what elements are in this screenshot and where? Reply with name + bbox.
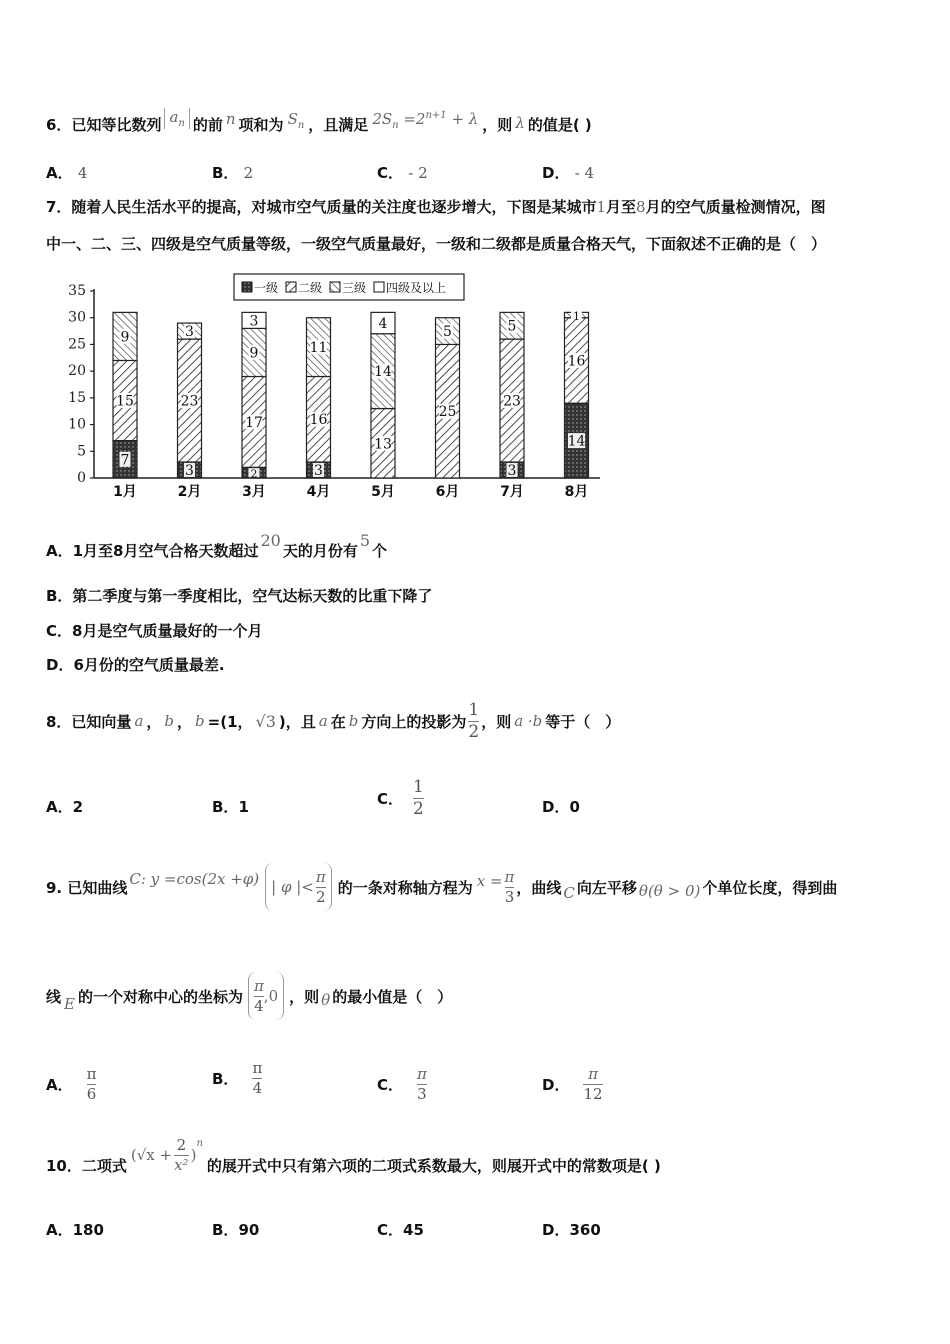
q10-option-d: D．360 xyxy=(542,1221,601,1239)
bar-value-label: 9 xyxy=(249,345,259,362)
q8-option-c: C． $\frac{1}{2}$ xyxy=(377,776,424,819)
bar-value-label: 3 xyxy=(314,462,323,479)
bar-value-label: 5 xyxy=(443,324,452,341)
question-7-stem-line1: 7．随着人民生活水平的提高，对城市空气质量的关注度也逐步增大，下图是某城市1月至8月的空气质量检测情况，图 xyxy=(46,198,826,216)
bar-value-label: 3 xyxy=(185,324,194,341)
bar-value-label: 15 xyxy=(116,393,134,410)
x-tick-label: 2月 xyxy=(177,484,202,500)
bar-value-label: 23 xyxy=(180,393,199,410)
bar-value-label: 3 xyxy=(185,462,194,479)
q10-option-c: C．45 xyxy=(377,1221,424,1239)
legend-swatch-level2 xyxy=(286,282,296,292)
q8-option-b: B．1 xyxy=(212,798,249,816)
legend-label-level3: 三级 xyxy=(342,281,367,295)
y-tick-label: 20 xyxy=(68,363,86,380)
question-10-stem: 10．二项式 (√x + $\frac{2}{\text{x²}}$ ) $^n$ 的展开式中只有第六项的二项式系数最大，则展开式中的常数项是( ) xyxy=(46,1136,661,1175)
question-9-stem-line2: 线 E 的一个对称中心的坐标为 $\frac{\pi}{4}$ ,0 ，则 θ 的最小值是（ ） xyxy=(46,966,452,1026)
y-tick-label: 35 xyxy=(68,283,86,299)
legend-label-level1: 一级 xyxy=(254,281,279,295)
y-tick-label: 10 xyxy=(68,416,86,433)
q9-option-b: B． $\frac{\pi}{4}$ xyxy=(212,1059,263,1097)
q7-option-c: C．8月是空气质量最好的一个月 xyxy=(46,622,263,640)
bar-value-label: 17 xyxy=(245,414,263,431)
bar-value-label: 14 xyxy=(567,433,586,450)
legend-label-level2: 二级 xyxy=(298,281,323,295)
bar-value-label: 4 xyxy=(378,316,388,333)
q6-option-b: B． 2 xyxy=(212,164,254,182)
q6-option-a: A． 4 xyxy=(46,164,88,182)
air-quality-chart xyxy=(60,266,610,512)
bar-value-label: 23 xyxy=(503,393,521,410)
bar-value-label: 7 xyxy=(120,452,130,469)
bar-value-label: 3 xyxy=(507,462,517,479)
x-tick-label: 6月 xyxy=(435,484,460,500)
bar-value-label: 3 xyxy=(249,313,259,330)
y-tick-label: 15 xyxy=(68,389,86,406)
q9-option-a: A． $\frac{\pi}{6}$ xyxy=(46,1065,97,1103)
question-8-stem: 8．已知向量 a ， b ， b =(1， √3 )，且 a 在 b 方向上的投影为 $\frac{1}{2}$ ，则 a ·b 等于（ ） xyxy=(46,699,621,742)
x-tick-label: 3月 xyxy=(242,484,266,500)
y-tick-label: 30 xyxy=(68,309,86,326)
x-tick-label: 7月 xyxy=(500,484,524,500)
q9-option-d: D． $\frac{\pi}{12}$ xyxy=(542,1065,603,1103)
question-9-stem-line1: 9. 已知曲线 C: y =cos(2x +φ) | φ |< $\frac{\pi}{2}$ 的一条对称轴方程为 x = $\frac{\pi}{3}$ ，曲线 C 向左平移 θ(θ > 0) 个单位长度，得到曲 xyxy=(46,856,837,918)
x-tick-label: 5月 xyxy=(371,484,395,500)
q8-option-d: D．0 xyxy=(542,798,580,816)
bar-value-label: 5 xyxy=(507,318,517,335)
legend-swatch-level4 xyxy=(374,282,384,292)
legend-swatch-level3 xyxy=(330,282,340,292)
x-tick-label: 1月 xyxy=(113,484,137,500)
y-tick-label: 25 xyxy=(68,336,86,353)
bar-value-label: 9 xyxy=(120,329,130,346)
q9-option-c: C． $\frac{\pi}{3}$ xyxy=(377,1065,427,1103)
q7-option-d: D．6月份的空气质量最差. xyxy=(46,656,225,674)
q6-option-d: D． - 4 xyxy=(542,164,595,182)
bar-value-label: 16 xyxy=(309,412,328,429)
bar-value-label: 2 xyxy=(250,467,258,481)
bar-value-label: 11 xyxy=(309,340,328,357)
q7-option-a: A．1月至8月空气合格天数超过20天的月份有5个 xyxy=(46,531,388,560)
q8-option-a: A．2 xyxy=(46,798,84,816)
question-7-stem-line2: 中一、二、三、四级是空气质量等级，一级空气质量最好，一级和二级都是质量合格天气，下面叙述不正确的是（ ） xyxy=(46,235,827,253)
bar-value-label: 25 xyxy=(438,404,457,421)
question-6-stem: 6．已知等比数列 $a_n$ 的前 n 项和为 $S_n$ ，且满足 $2S_n =2^{n+1} + \lambda$ ，则 λ 的值是( ) xyxy=(46,108,592,134)
legend-swatch-level1 xyxy=(242,282,252,292)
legend-label-level4: 四级及以上 xyxy=(386,281,447,295)
bar-value-label: 13 xyxy=(374,436,392,453)
bar-value-label: 16 xyxy=(567,353,586,370)
q6-option-c: C． - 2 xyxy=(377,164,428,182)
y-tick-label: 5 xyxy=(77,443,86,460)
x-tick-label: 4月 xyxy=(306,484,331,500)
q10-option-b: B．90 xyxy=(212,1221,260,1239)
x-tick-label: 8月 xyxy=(564,484,589,500)
q7-option-b: B．第二季度与第一季度相比，空气达标天数的比重下降了 xyxy=(46,587,433,605)
q10-option-a: A．180 xyxy=(46,1221,104,1239)
bar-value-label: 14 xyxy=(374,364,392,381)
y-tick-label: 0 xyxy=(77,470,86,486)
bar-value-label: 1 xyxy=(573,310,580,324)
